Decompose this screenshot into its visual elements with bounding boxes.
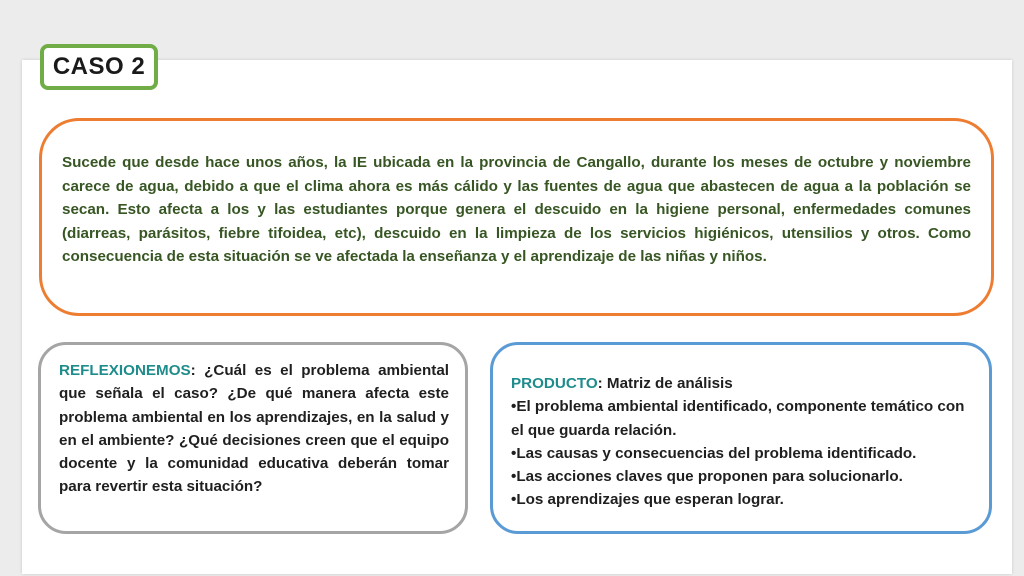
product-box <box>490 342 992 534</box>
reflection-text: : ¿Cuál es el problema ambiental que señala el caso? ¿De qué manera afecta este problema ambiental en los aprendizajes, en la salud y en el ambiente? ¿Qué decisiones creen que el equipo docente y la comunidad educativa deberán tomar para revertir esta situación? <box>59 362 449 496</box>
product-label: PRODUCTO <box>511 375 598 392</box>
case-title: CASO 2 <box>52 53 146 80</box>
case-description-box <box>39 118 994 316</box>
product-list <box>511 395 973 511</box>
reflection-paragraph <box>59 359 449 499</box>
product-item: •El problema ambiental identificado, componente temático con el que guarda relación. <box>511 398 965 439</box>
product-item: •Las causas y consecuencias del problema identificado. <box>511 444 917 462</box>
product-item: •Las acciones claves que proponen para solucionarlo. <box>511 468 903 486</box>
reflection-box <box>38 342 468 534</box>
product-heading <box>511 372 973 395</box>
product-title: : Matriz de análisis <box>597 375 733 392</box>
product-item: •Los aprendizajes que esperan lograr. <box>511 491 784 509</box>
reflection-label: REFLEXIONEMOS <box>59 362 191 379</box>
case-description: Sucede que desde hace unos años, la IE ubicada en la provincia de Cangallo, durante los meses de octubre y noviembre carece de agua, debido a que el clima ahora es más cálido y las fuentes de agua que abastecen de agua a la población se secan. Esto afecta a los y las estudiantes porque genera el descuido en la higiene personal, enfermedades comunes (diarreas, parásitos, fiebre tifoidea, etc), descuido en la limpieza de los servicios higiénicos, utensilios y otros. Como consecuencia de esta situación se ve afectada la enseñanza y el aprendizaje de las niñas y niños. <box>62 154 971 265</box>
case-title-box <box>40 44 158 90</box>
